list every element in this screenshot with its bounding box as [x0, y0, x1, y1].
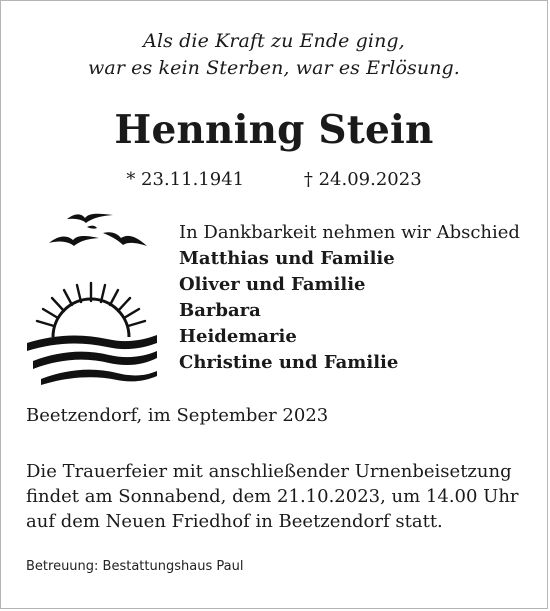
bird-icon — [87, 226, 97, 229]
motto-line-2: war es kein Sterben, war es Erlösung. — [88, 57, 460, 79]
service-line-1: Die Trauerfeier mit anschließender Urnenbeisetzung — [26, 461, 512, 482]
funeral-service-info — [26, 459, 546, 534]
bird-icon — [49, 236, 99, 246]
service-line-2: findet am Sonnabend, dem 21.10.2023, um 14.00 Uhr — [26, 486, 519, 507]
bird-icon — [67, 214, 113, 223]
mourner-name: Matthias und Familie — [179, 248, 395, 269]
deceased-name: Henning Stein — [114, 107, 434, 153]
motto — [1, 28, 547, 82]
sun-rays — [37, 283, 145, 326]
hills — [27, 335, 157, 385]
sunset-with-birds-icon — [23, 205, 159, 385]
sun-arc — [53, 299, 129, 337]
death-date: † 24.09.2023 — [303, 169, 422, 190]
bird-icon — [103, 232, 147, 246]
service-line-3: auf dem Neuen Friedhof in Beetzendorf statt. — [26, 511, 443, 532]
life-dates — [1, 168, 547, 192]
mourner-name: Heidemarie — [179, 326, 297, 347]
farewell-intro: In Dankbarkeit nehmen wir Abschied — [179, 222, 520, 243]
mourners-list — [179, 220, 520, 376]
place-and-date: Beetzendorf, im September 2023 — [26, 405, 329, 426]
birth-date: * 23.11.1941 — [126, 169, 245, 190]
mourner-name: Christine und Familie — [179, 352, 399, 373]
mourner-name: Oliver und Familie — [179, 274, 366, 295]
birds — [49, 214, 147, 246]
motto-line-1: Als die Kraft zu Ende ging, — [143, 30, 405, 52]
undertaker-credit: Betreuung: Bestattungshaus Paul — [26, 559, 244, 574]
mourner-name: Barbara — [179, 300, 261, 321]
